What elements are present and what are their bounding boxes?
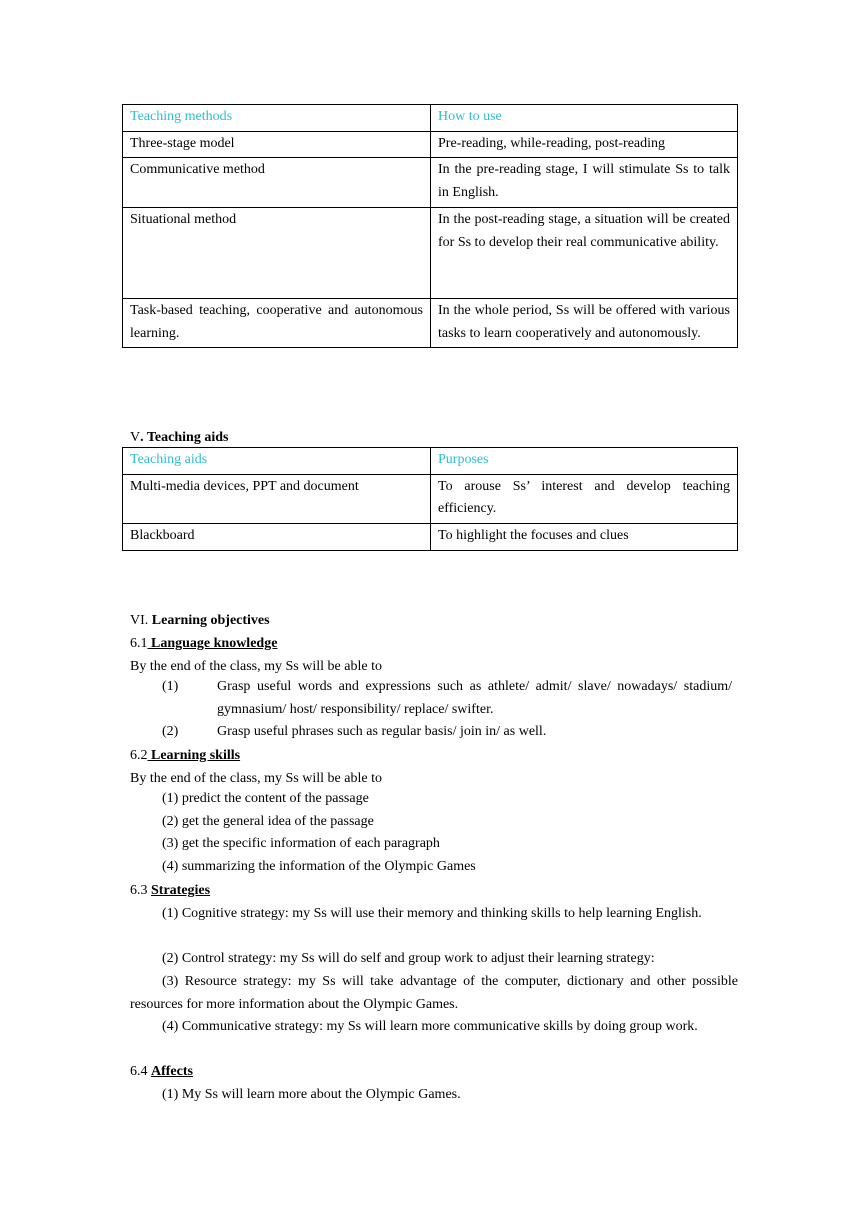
teaching-aids-table [122,447,738,551]
table-row [123,474,738,523]
subsection-title: Learning skills [147,748,241,763]
list-item: (1) predict the content of the passage [162,791,369,806]
header-cell: Teaching aids [123,448,431,475]
subsection-number: 6.4 [130,1064,148,1079]
table-row [123,524,738,551]
table-cell: Situational method [123,207,431,298]
paragraph: (1) My Ss will learn more about the Olympic Games. [162,1087,461,1102]
table-cell: To highlight the focuses and clues [431,524,738,551]
paragraph: (1) Cognitive strategy: my Ss will use their memory and thinking skills to help learning English. [162,906,702,921]
list-number: (2) [162,724,179,739]
header-cell: Teaching methods [123,105,431,132]
list-text: Grasp useful words and expressions such as athlete/ admit/ slave/ nowadays/ stadium/ gymnasium/ host/ responsibility/ replace/ swifter. [217,679,732,717]
subsection-number: 6.2 [130,748,148,763]
subsection-heading-language-knowledge [130,633,738,656]
subsection-title: Affects [151,1064,193,1079]
list-item: (4) summarizing the information of the Olympic Games [162,859,476,874]
subsection-heading-learning-skills [130,745,738,768]
table-cell: Blackboard [123,524,431,551]
teaching-methods-table [122,104,738,348]
header-cell: How to use [431,105,738,132]
table-cell: Communicative method [123,158,431,207]
list-text: Grasp useful phrases such as regular basis/ join in/ as well. [217,724,547,739]
table-cell: To arouse Ss’ interest and develop teaching efficiency. [431,474,738,523]
section-title: Learning objectives [151,613,270,628]
table-cell: In the post-reading stage, a situation will be created for Ss to develop their real communicative ability. [431,207,738,298]
table-cell: Multi-media devices, PPT and document [123,474,431,523]
table-cell: In the whole period, Ss will be offered with various tasks to learn cooperatively and autonomously. [431,298,738,347]
table-header-row [123,105,738,132]
table-cell: Pre-reading, while-reading, post-reading [431,131,738,158]
header-cell: Purposes [431,448,738,475]
list-number: (1) [162,679,179,694]
subsection-number: 6.3 [130,883,148,898]
subsection-title: Language knowledge [147,636,278,651]
table-cell: Task-based teaching, cooperative and autonomous learning. [123,298,431,347]
list-item: (3) get the specific information of each paragraph [162,836,440,851]
paragraph: (3) Resource strategy: my Ss will take advantage of the computer, dictionary and other possible resources for more information about the Olympic Games. [130,974,738,1012]
table-header-row [123,448,738,475]
table-row [123,298,738,347]
section-numeral: V [130,430,141,445]
table-row [123,131,738,158]
subsection-heading-affects [130,1061,738,1084]
paragraph: By the end of the class, my Ss will be able to [130,771,382,786]
table-row [123,158,738,207]
paragraph: (4) Communicative strategy: my Ss will learn more communicative skills by doing group work. [162,1019,698,1034]
section-numeral: VI. [130,613,149,628]
table-cell: Three-stage model [123,131,431,158]
paragraph: By the end of the class, my Ss will be able to [130,659,382,674]
subsection-title: Strategies [151,883,211,898]
section-title: . Teaching aids [140,430,229,445]
subsection-number: 6.1 [130,636,148,651]
table-row [123,207,738,298]
list-item: (2) get the general idea of the passage [162,814,374,829]
subsection-heading-strategies [130,880,738,903]
paragraph: (2) Control strategy: my Ss will do self and group work to adjust their learning strategy: [162,951,655,966]
section-heading-learning-objectives [130,610,738,633]
table-cell: In the pre-reading stage, I will stimulate Ss to talk in English. [431,158,738,207]
